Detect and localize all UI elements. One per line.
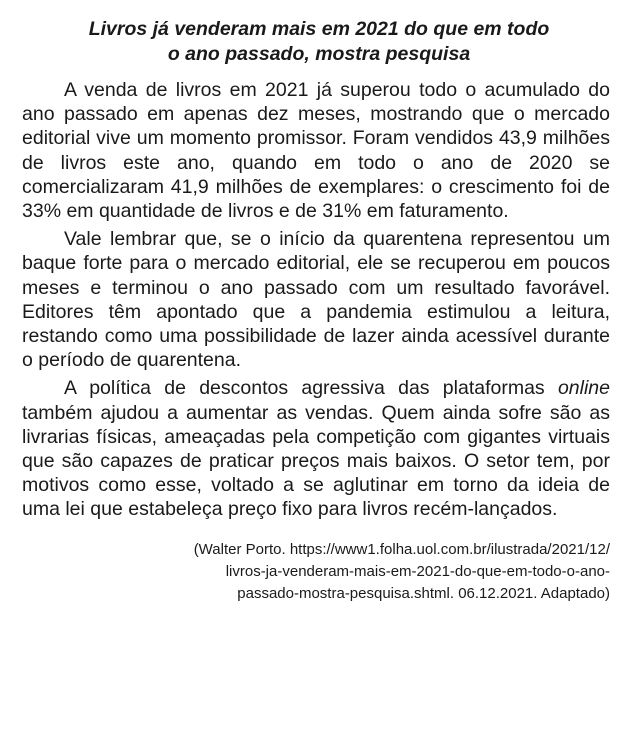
paragraph-3 bbox=[22, 376, 610, 521]
title-line-1: Livros já venderam mais em 2021 do que em todo bbox=[88, 18, 550, 40]
source-citation bbox=[22, 539, 610, 605]
source-line-1: (Walter Porto. https://www1.folha.uol.com.br/ilustrada/2021/12/ bbox=[193, 540, 610, 558]
paragraph-3-italic-word: online bbox=[557, 377, 610, 400]
paragraph-2: Vale lembrar que, se o início da quarentena representou um baque forte para o mercado editorial, ele se recuperou em poucos meses e terminou o ano passado com um resultado favorável. Editores têm apontado que a pandemia estimulou a leitura, restando como uma possibilidade de lazer ainda acessível durante o período de quarentena. bbox=[22, 228, 610, 372]
source-line-3: passado-mostra-pesquisa.shtml. 06.12.2021. Adaptado) bbox=[237, 584, 610, 602]
title-line-2: o ano passado, mostra pesquisa bbox=[167, 43, 471, 65]
paragraph-3-text-start: A política de descontos agressiva das plataformas bbox=[64, 377, 558, 400]
paragraph-3-text-end: também ajudou a aumentar as vendas. Quem ainda sofre são as livrarias físicas, ameaçadas pela competição com gigantes virtuais que são capazes de praticar preços mais baixos. O setor tem, por motivos como esse, voltado a se aglutinar em torno da ideia de uma lei que estabeleça preço fixo para livros recém-lançados. bbox=[22, 401, 610, 521]
article-body bbox=[22, 78, 610, 522]
document-page bbox=[0, 17, 620, 748]
article-title bbox=[22, 17, 610, 67]
paragraph-1: A venda de livros em 2021 já superou todo o acumulado do ano passado em apenas dez meses, mostrando que o mercado editorial vive um momento promissor. Foram vendidos 43,9 milhões de livros este ano, quando em todo o ano de 2020 se comercializaram 41,9 milhões de exemplares: o crescimento foi de 33% em quantidade de livros e de 31% em faturamento. bbox=[22, 79, 610, 223]
source-line-2: livros-ja-venderam-mais-em-2021-do-que-em-todo-o-ano- bbox=[225, 562, 610, 580]
